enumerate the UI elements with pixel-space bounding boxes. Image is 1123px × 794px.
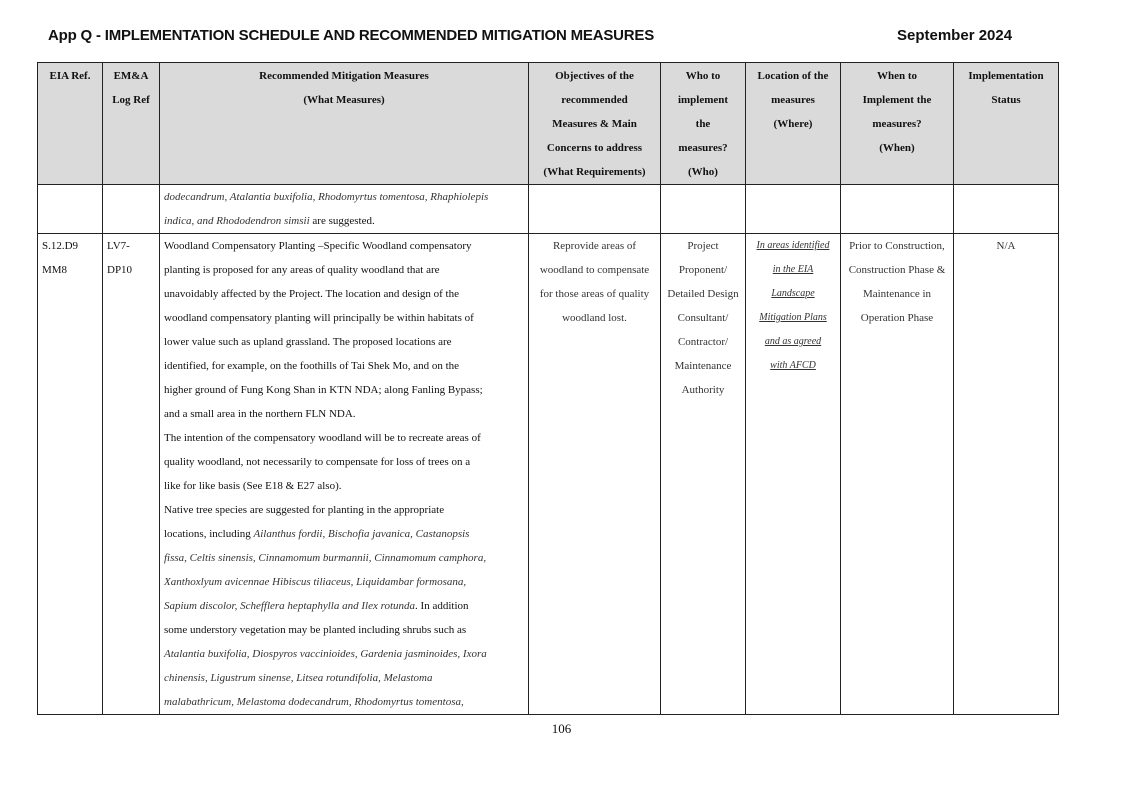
species-text: indica, and Rhododendron simsii: [164, 215, 310, 227]
when-text: Operation Phase: [860, 312, 934, 324]
header-line: Implement the: [862, 94, 932, 106]
header-line: Log Ref: [112, 94, 150, 106]
cell-measures: [160, 185, 529, 234]
document-title: App Q - IMPLEMENTATION SCHEDULE AND RECOMMENDED MITIGATION MEASURES: [48, 27, 655, 44]
col-header-status: [954, 63, 1059, 185]
header-line: Who to: [685, 70, 721, 82]
who-text: Consultant/: [677, 312, 729, 324]
mitigation-measures-table: [37, 62, 1059, 715]
cell-objectives: [529, 234, 661, 715]
species-text: fissa, Celtis sinensis, Cinnamomum burmannii, Cinnamomum camphora,: [164, 552, 487, 564]
table-header-row: [38, 63, 1059, 185]
measure-text: quality woodland, not necessarily to compensate for loss of trees on a: [164, 456, 471, 468]
log-ref-text: LV7-: [107, 240, 130, 252]
header-line: When to: [876, 70, 918, 82]
cell-status: [954, 185, 1059, 234]
who-text: Authority: [681, 384, 725, 396]
col-header-objectives: [529, 63, 661, 185]
cell-when: [841, 185, 954, 234]
cell-location: [746, 234, 841, 715]
measure-text: . In addition: [415, 600, 469, 612]
cell-location: [746, 185, 841, 234]
species-text: Ailanthus fordii, Bischofia javanica, Castanopsis: [253, 528, 470, 540]
species-text: Xanthoxlyum avicennae Hibiscus tiliaceus, Liquidambar formosana,: [164, 576, 467, 588]
measure-text: planting is proposed for any areas of quality woodland that are: [164, 264, 440, 276]
col-header-who: [661, 63, 746, 185]
species-text: Atalantia buxifolia, Diospyros vaccinioides, Gardenia jasminoides, Ixora: [164, 648, 487, 660]
measure-text: Native tree species are suggested for planting in the appropriate: [164, 504, 445, 516]
when-text: Construction Phase &: [848, 264, 946, 276]
measure-text: identified, for example, on the foothills of Tai Shek Mo, and on the: [164, 360, 460, 372]
log-ref-text: DP10: [107, 264, 133, 276]
cell-log-ref: [103, 185, 160, 234]
species-text: malabathricum, Melastoma dodecandrum, Rhodomyrtus tomentosa,: [164, 696, 464, 708]
header-line: Location of the: [757, 70, 829, 82]
cell-when: [841, 234, 954, 715]
measure-text: and a small area in the northern FLN NDA.: [164, 408, 356, 420]
header-line: implement: [677, 94, 729, 106]
header-line: EIA Ref.: [49, 70, 91, 82]
measure-text: unavoidably affected by the Project. The location and design of the: [164, 288, 459, 300]
who-text: Maintenance: [674, 360, 732, 372]
header-line: (When): [879, 142, 915, 154]
document-date: September 2024: [897, 27, 1013, 44]
location-text: with AFCD: [770, 360, 816, 371]
when-text: Prior to Construction,: [849, 240, 945, 252]
header-line: measures?: [678, 142, 728, 154]
status-text: N/A: [996, 240, 1016, 252]
cell-status: [954, 234, 1059, 715]
col-header-measures: [160, 63, 529, 185]
table-row: [38, 234, 1059, 715]
who-text: Contractor/: [677, 336, 729, 348]
table-row-continuation: [38, 185, 1059, 234]
measure-text: Woodland Compensatory Planting –Specific Woodland compensatory: [164, 240, 472, 252]
header-line: the: [695, 118, 711, 130]
when-text: Maintenance in: [862, 288, 932, 300]
location-text: and as agreed: [764, 336, 822, 347]
header-line: Objectives of the: [555, 70, 634, 82]
header-line: Recommended Mitigation Measures: [259, 70, 429, 82]
measure-text: higher ground of Fung Kong Shan in KTN NDA; along Fanling Bypass;: [164, 384, 483, 396]
measure-text: The intention of the compensatory woodland will be to recreate areas of: [164, 432, 481, 444]
objective-text: woodland to compensate: [539, 264, 650, 276]
header-line: recommended: [561, 94, 628, 106]
measure-text: lower value such as upland grassland. The proposed locations are: [164, 336, 452, 348]
col-header-location: [746, 63, 841, 185]
header-line: measures?: [872, 118, 922, 130]
header-line: (Where): [773, 118, 813, 130]
measure-text: locations, including: [164, 528, 254, 540]
who-text: Project: [687, 240, 719, 252]
header-line: (What Measures): [303, 94, 385, 106]
objective-text: woodland lost.: [562, 312, 627, 324]
objective-text: Reprovide areas of: [552, 240, 637, 252]
header-line: Measures & Main: [552, 118, 637, 130]
cell-log-ref: [103, 234, 160, 715]
measure-text: like for like basis (See E18 & E27 also).: [164, 480, 342, 492]
measure-text: some understory vegetation may be planted including shrubs such as: [164, 624, 467, 636]
location-text: In areas identified: [756, 240, 830, 251]
header-line: measures: [771, 94, 815, 106]
measure-text: are suggested.: [309, 215, 375, 227]
location-text: in the EIA: [772, 264, 814, 275]
eia-ref-text: MM8: [42, 264, 68, 276]
objective-text: for those areas of quality: [539, 288, 650, 300]
species-text: dodecandrum, Atalantia buxifolia, Rhodomyrtus tomentosa, Rhaphiolepis: [164, 191, 489, 203]
eia-ref-text: S.12.D9: [42, 240, 79, 252]
who-text: Detailed Design: [667, 288, 739, 300]
header-line: Status: [991, 94, 1021, 106]
cell-measures: [160, 234, 529, 715]
header-line: (What Requirements): [543, 166, 646, 178]
who-text: Proponent/: [678, 264, 728, 276]
header-line: Concerns to address: [546, 142, 643, 154]
species-text: Sapium discolor, Schefflera heptaphylla and Ilex rotunda: [164, 600, 416, 612]
page-number: 106: [551, 721, 572, 736]
species-text: chinensis, Ligustrum sinense, Litsea rotundifolia, Melastoma: [164, 672, 433, 684]
col-header-eia-ref: [38, 63, 103, 185]
header-line: EM&A: [113, 70, 149, 82]
header-line: Implementation: [968, 70, 1044, 82]
measure-text: woodland compensatory planting will principally be within habitats of: [164, 312, 474, 324]
cell-who: [661, 234, 746, 715]
cell-who: [661, 185, 746, 234]
col-header-log-ref: [103, 63, 160, 185]
header-line: (Who): [688, 166, 718, 178]
location-text: Landscape: [771, 288, 815, 299]
location-text: Mitigation Plans: [759, 312, 827, 323]
cell-eia-ref: [38, 234, 103, 715]
cell-objectives: [529, 185, 661, 234]
cell-eia-ref: [38, 185, 103, 234]
col-header-when: [841, 63, 954, 185]
